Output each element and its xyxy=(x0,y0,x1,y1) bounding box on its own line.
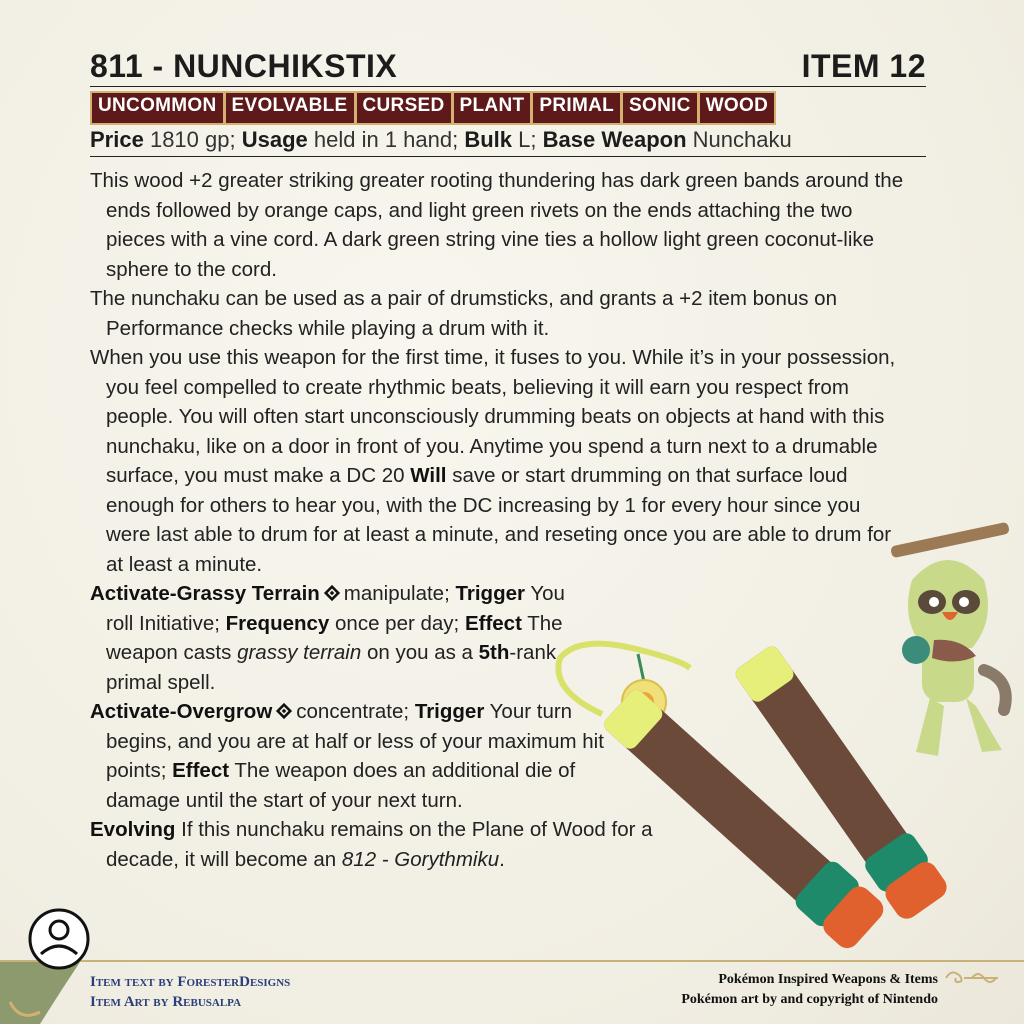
evolving-period: . xyxy=(499,847,505,871)
evolution-target: 812 - Gorythmiku xyxy=(341,847,500,871)
one-action-icon xyxy=(275,702,293,720)
description-paragraph-3 xyxy=(90,343,910,579)
trait-tag: UNCOMMON xyxy=(92,93,223,123)
title-row xyxy=(90,48,926,87)
effect-text: The weapon does an additional die of damage until the start of your next turn. xyxy=(106,759,576,812)
description-paragraph-2: The nunchaku can be used as a pair of drumsticks, and grants a +2 item bonus on Performance checks while playing a drum with it. xyxy=(90,287,837,340)
trait-tag: WOOD xyxy=(700,93,774,123)
item-stats xyxy=(90,124,926,157)
effect-label: Effect xyxy=(464,611,522,635)
trigger-text: You roll Initiative; xyxy=(106,582,565,635)
spell-rank: 5th xyxy=(478,641,510,664)
activation-name: Activate-Overgrow xyxy=(90,700,273,723)
effect-label: Effect xyxy=(172,759,230,782)
activation-trait: concentrate; xyxy=(296,700,410,723)
footer-divider xyxy=(0,960,1024,962)
base-weapon-label: Base Weapon xyxy=(542,127,687,152)
curse-text: When you use this weapon for the first time, it fuses to you. While it’s in your possession, you feel compelled to create rhythmic beats, believing it will earn you respect from people. You will often start unconsciously drumming beats on objects at hand with this nunchaku, like on a door in front of you. Anytime you spend a turn next to a drumable surface, you must make a DC 20 xyxy=(90,346,896,487)
leaf-decoration xyxy=(0,962,80,1024)
trigger-label: Trigger xyxy=(455,582,525,605)
item-art-credit: Item Art by Rebusalpa xyxy=(90,994,242,1010)
credits-left xyxy=(90,972,290,1012)
trait-tag: PRIMAL xyxy=(533,93,620,123)
trait-tag: SONIC xyxy=(623,93,697,123)
trait-tag: EVOLVABLE xyxy=(226,93,354,123)
base-weapon-value: Nunchaku xyxy=(692,127,792,152)
trait-bar xyxy=(90,91,776,125)
evolving-text: If this nunchaku remains on the Plane of Wood for a decade, it will become an xyxy=(106,818,653,871)
evolving-label: Evolving xyxy=(90,818,176,841)
credits-right xyxy=(681,970,938,1010)
curse-text-cont: save or start drumming on that surface loud enough for others to hear you, with the DC increasing by 1 for every hour since you were last able to drum for at least a minute, and reseting once you are able to drum for at least a minute. xyxy=(106,464,892,576)
effect-text: The weapon casts xyxy=(106,611,563,664)
frequency-label: Frequency xyxy=(225,611,330,635)
activation-grassy-terrain xyxy=(90,579,584,697)
item-level: ITEM 12 xyxy=(801,48,926,84)
trait-tag: PLANT xyxy=(454,93,531,123)
price-label: Price xyxy=(90,127,144,152)
one-action-icon xyxy=(323,584,341,602)
will-save: Will xyxy=(410,464,447,487)
trigger-label: Trigger xyxy=(414,700,485,723)
usage-label: Usage xyxy=(241,127,308,152)
trait-tag: CURSED xyxy=(357,93,451,123)
item-text-credit: Item text by ForesterDesigns xyxy=(90,974,291,990)
series-title: Pokémon Inspired Weapons & Items xyxy=(718,972,938,987)
bulk-value: L; xyxy=(518,127,537,152)
item-title: 811 - NUNCHIKSTIX xyxy=(90,48,398,84)
activation-name: Activate-Grassy Terrain xyxy=(90,582,320,605)
copyright-notice: Pokémon art by and copyright of Nintendo xyxy=(681,992,938,1007)
frequency-text: once per day; xyxy=(335,611,460,635)
spell-name: grassy terrain xyxy=(237,641,362,664)
description-paragraph-1: This wood +2 greater striking greater rooting thundering has dark green bands around the ends followed by orange caps, and light green rivets on the ends attaching the two pieces with a vine cord. A dark green string vine ties a hollow light green coconut-like sphere to the cord. xyxy=(90,169,904,281)
effect-text: on you as a xyxy=(366,641,473,664)
bulk-label: Bulk xyxy=(464,127,513,152)
price-value: 1810 gp; xyxy=(149,127,236,152)
swirl-ornament-icon xyxy=(942,966,1002,990)
trigger-text: Your turn begins, and you are at half or less of your maximum hit points; xyxy=(106,700,604,782)
nunchaku-illustration xyxy=(540,630,1024,960)
effect-text: -rank primal spell. xyxy=(106,641,557,694)
activation-trait: manipulate; xyxy=(343,582,450,605)
usage-value: held in 1 hand; xyxy=(313,127,459,152)
forester-logo xyxy=(28,908,90,970)
